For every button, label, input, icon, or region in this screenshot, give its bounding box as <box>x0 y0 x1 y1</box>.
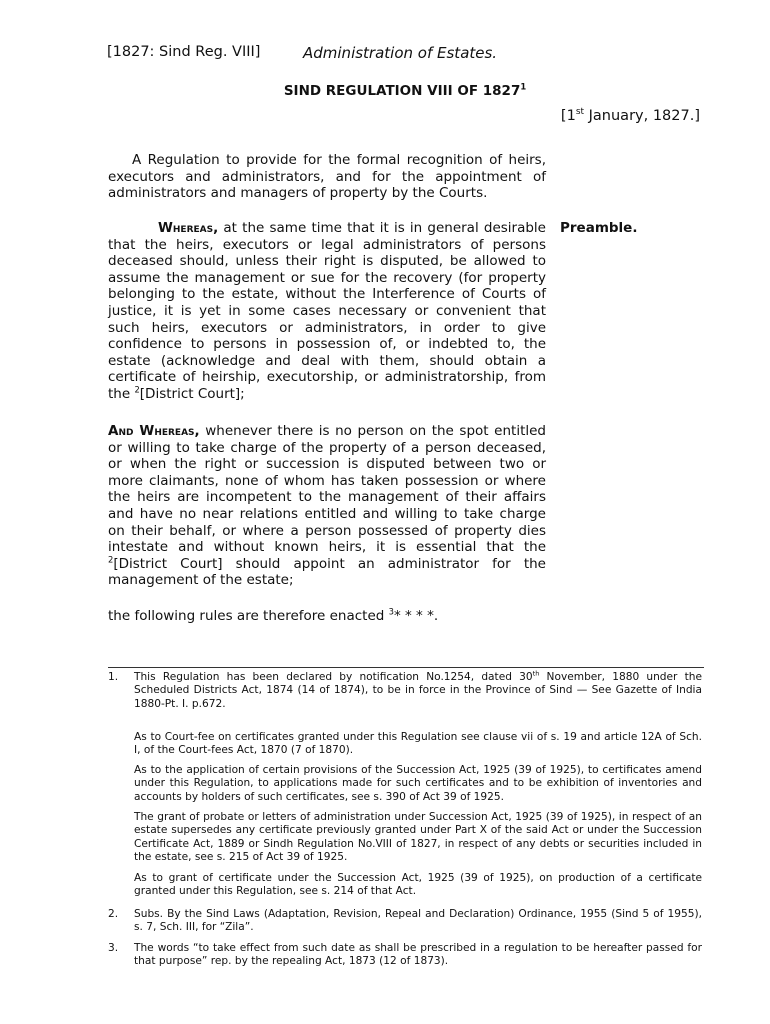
footnote-1: 1. This Regulation has been declared by notification No.1254, dated 30th November, 1880 under the Scheduled Districts Act, 1874 (14 of 1874), to be in force in the Province of Sind — See Gazette of India 1880-Pt. I. p.672. <box>108 669 702 710</box>
footnote-1-court-fee: As to Court-fee on certificates granted under this Regulation see clause vii of s. 19 and article 12A of Sch. I, of the Court-fees Act, 1870 (7 of 1870). <box>134 731 702 757</box>
regulation-title: SIND REGULATION VIII OF 1827$^1$ <box>283 81 527 99</box>
footnote-1-succession-application: As to the application of certain provisions of the Succession Act, 1925 (39 of 1925), to certificates amend under this Regulation, to applications made for such certificates and to be exhibition of inventories and accounts by holders of such certificates, see s. 390 of Act 39 of 1925. <box>134 764 702 803</box>
footnote-3: 3. The words “to take effect from such date as shall be prescribed in a regulation to be hereafter passed for that purpose” rep. by the repealing Act, 1873 (12 of 1873). <box>108 942 702 968</box>
footnote-divider <box>108 667 704 668</box>
enacting-clause: the following rules are therefore enacted $^3$* * * *. <box>108 606 439 624</box>
running-header-subject: Administration of Estates. <box>303 44 498 62</box>
footnote-1-certificate-grant: As to grant of certificate under the Succession Act, 1925 (39 of 1925), on production of a certificate granted under this Regulation, see s. 214 of that Act. <box>134 872 702 898</box>
footnote-2: 2. Subs. By the Sind Laws (Adaptation, Revision, Repeal and Declaration) Ordinance, 1955 (Sind 5 of 1955), s. 7, Sch. III, for “Zila”. <box>108 908 702 934</box>
footnote-ref: 2 <box>108 554 114 565</box>
footnote-1-probate-grant: The grant of probate or letters of administration under Succession Act, 1925 (39 of 1925), in respect of an estate supersedes any certificate previously granted under Part X of the said Act or under the Succession Certificate Act, 1889 or Sindh Regulation No.VIII of 1827, in respect of any debts or securities included in the estate, see s. 215 of Act 39 of 1925. <box>134 811 702 863</box>
footnote-ref: 3 <box>388 606 394 617</box>
enactment-date: [1st January, 1827.] <box>560 107 700 124</box>
running-header-citation: [1827: Sind Reg. VIII] <box>107 44 261 60</box>
preamble-paragraph-and-whereas: And Whereas, whenever there is no person on the spot entitled or willing to take charge of the property of a person deceased, or when the right or succession is disputed between two or more claimants, none of whom has taken possession or where the heirs are incompetent to the management of their affairs and have no near relations entitled and willing to take charge on their behalf, or where a person possessed of property dies intestate and without known heirs, it is essential that the $^2$[District Court] should appoint an administrator for the management of the estate; <box>108 423 546 589</box>
footnote-ref: 2 <box>134 384 140 395</box>
footnote-ref: 1 <box>520 81 527 92</box>
long-title-paragraph: A Regulation to provide for the formal recognition of heirs, executors and administrators, and for the appointment of administrators and managers of property by the Courts. <box>108 152 546 202</box>
marginal-note: Preamble. <box>560 220 638 236</box>
preamble-paragraph-whereas: Whereas, at the same time that it is in general desirable that the heirs, executors or legal administrators of persons deceased should, unless their right is disputed, be allowed to assume the management or sue for the recovery (for property belonging to the estate, without the Interference of Courts of justice, it is yet in some cases necessary or convenient that such heirs, executors or administrators, in order to give confidence to persons in possession of, or indebted to, the estate (acknowledge and deal with them, should obtain a certificate of heirship, executorship, or administratorship, from the $^2$[District Court]; <box>108 220 546 402</box>
